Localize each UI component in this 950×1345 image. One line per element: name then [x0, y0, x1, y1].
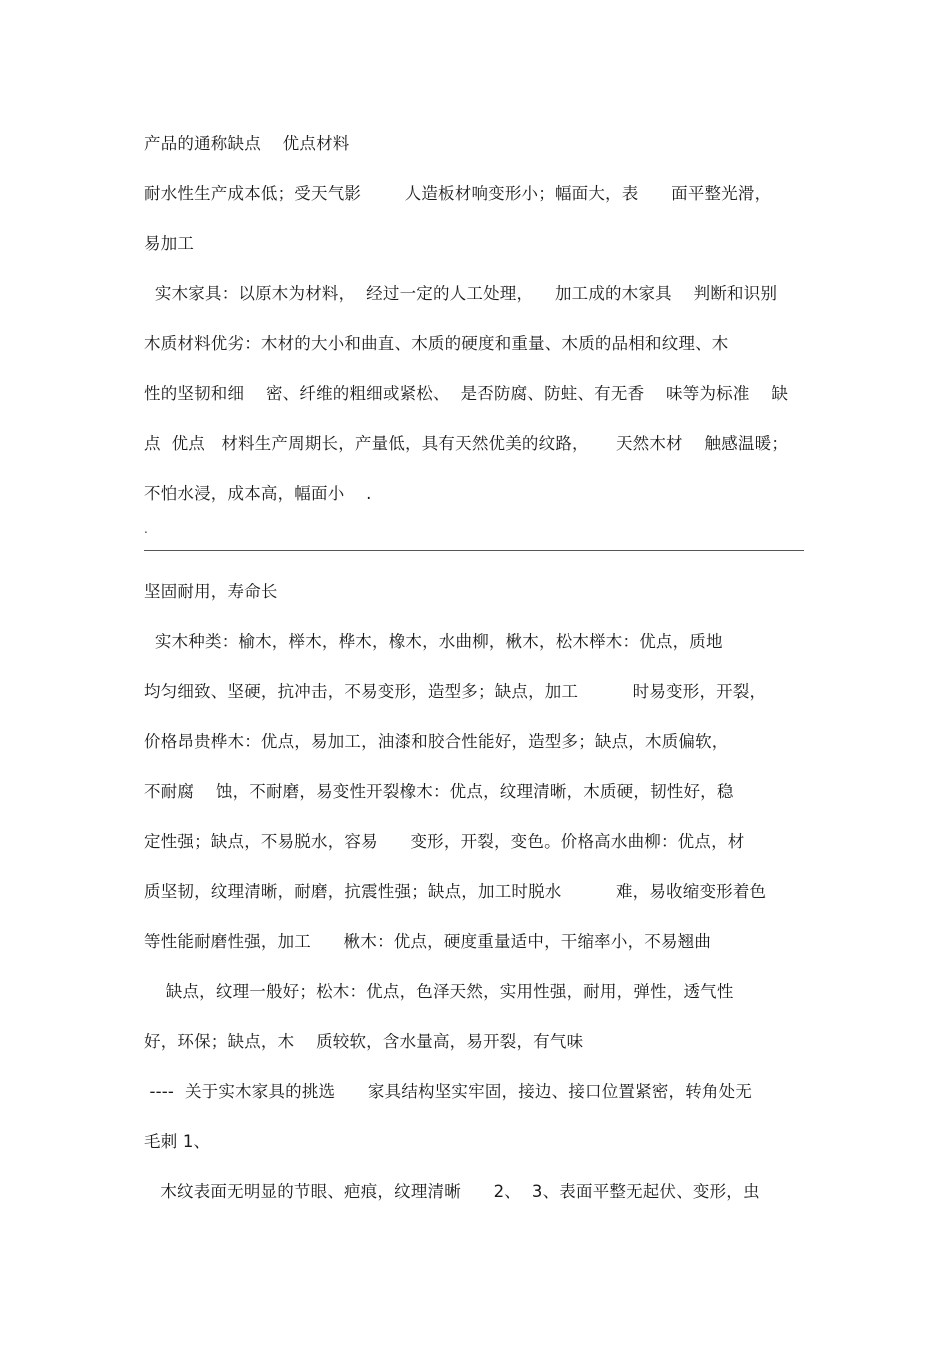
text-line-18: 好，环保；缺点，木 质较软，含水量高，易开裂，有气味 — [144, 1032, 584, 1051]
text-line-20: 毛刺 1、 — [144, 1132, 211, 1151]
text-line-17: 缺点，纹理一般好；松木：优点，色泽天然，实用性强，耐用，弹性，透气性 — [144, 982, 734, 1001]
text-line-21: 木纹表面无明显的节眼、疤痕，纹理清晰 2、 3、表面平整无起伏、变形，虫 — [144, 1182, 760, 1201]
text-line-2: 耐水性生产成本低；受天气影 人造板材响变形小；幅面大，表 面平整光滑， — [144, 184, 772, 203]
text-line-6: 性的坚韧和细 密、纤维的粗细或紧松、 是否防腐、防蛀、有无香 味等为标准 缺 — [144, 384, 789, 403]
text-line-7: 点 优点 材料生产周期长，产量低，具有天然优美的纹路， 天然木材 触感温暖； — [144, 434, 789, 453]
text-line-11: 均匀细致、坚硬，抗冲击，不易变形，造型多；缺点，加工 时易变形，开裂， — [144, 682, 767, 701]
text-line-8: 不怕水浸，成本高，幅面小 . — [144, 484, 372, 503]
horizontal-divider — [144, 550, 804, 551]
separator-mark: . — [144, 522, 148, 536]
text-line-12: 价格昂贵桦木：优点，易加工，油漆和胶合性能好，造型多；缺点，木质偏软， — [144, 732, 729, 751]
text-line-14: 定性强；缺点，不易脱水，容易 变形，开裂，变色。价格高水曲柳：优点，材 — [144, 832, 745, 851]
text-line-13: 不耐腐 蚀，不耐磨，易变性开裂橡木：优点，纹理清晰，木质硬，韧性好，稳 — [144, 782, 734, 801]
text-line-19: ---- 关于实木家具的挑选 家具结构坚实牢固，接边、接口位置紧密，转角处无 — [144, 1082, 753, 1101]
text-line-9: 坚固耐用，寿命长 — [144, 582, 278, 601]
text-line-10: 实木种类：榆木，榉木，桦木，橡木，水曲柳，楸木，松木榉木：优点，质地 — [144, 632, 723, 651]
text-line-15: 质坚韧，纹理清晰，耐磨，抗震性强；缺点，加工时脱水 难，易收缩变形着色 — [144, 882, 767, 901]
text-line-1: 产品的通称缺点 优点材料 — [144, 134, 350, 153]
text-line-16: 等性能耐磨性强，加工 楸木：优点，硬度重量适中，干缩率小，不易翘曲 — [144, 932, 712, 951]
text-line-3: 易加工 — [144, 234, 195, 253]
text-line-4: 实木家具：以原木为材料， 经过一定的人工处理， 加工成的木家具 判断和识别 — [144, 284, 778, 303]
text-line-5: 木质材料优劣：木材的大小和曲直、木质的硬度和重量、木质的品相和纹理、木 — [144, 334, 729, 353]
